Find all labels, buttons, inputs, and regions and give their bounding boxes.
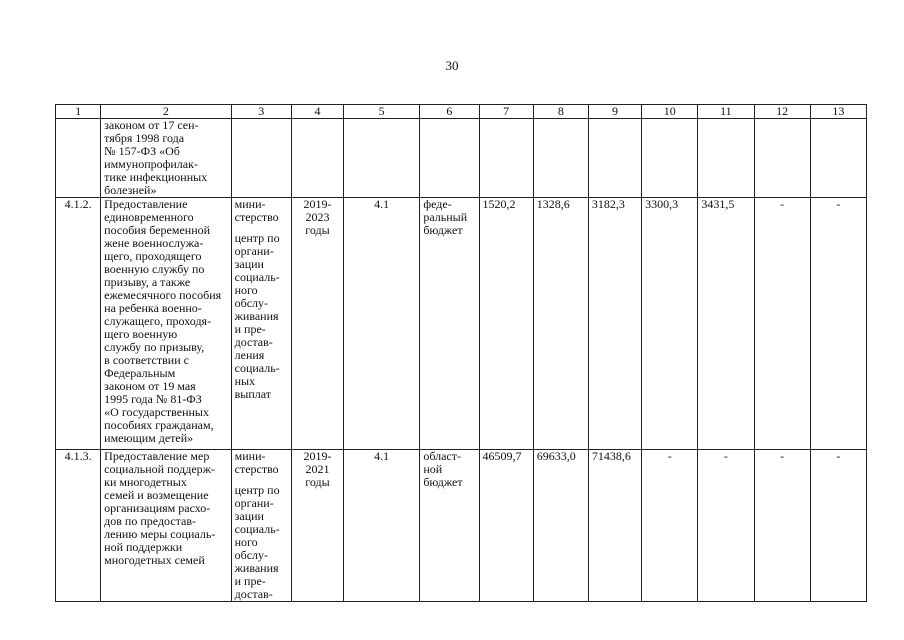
- executor-ministry: мини- стерство: [234, 197, 279, 224]
- funding-source: област- ной бюджет: [420, 450, 479, 602]
- executor-cell: [231, 198, 291, 450]
- table-row: [56, 450, 867, 602]
- value-col-10: -: [642, 450, 698, 602]
- executor-cell: [231, 450, 291, 602]
- table-cell: [642, 119, 698, 198]
- column-number: 10: [642, 105, 698, 119]
- value-col-12: -: [754, 198, 810, 450]
- table-cell: [533, 119, 588, 198]
- value-col-12: -: [754, 450, 810, 602]
- page-number: 30: [445, 58, 459, 73]
- value-col-8: 69633,0: [533, 450, 588, 602]
- table-cell: [231, 119, 291, 198]
- column-number: 7: [479, 105, 533, 119]
- funding-source: феде- ральный бюджет: [420, 198, 479, 450]
- column-number: 4: [291, 105, 343, 119]
- measure-description: Предоставление единовременного пособия беременной жене военнослужа- щего, проходящего военную службу по призыву, а также ежемесячного пособия на ребенка военно- служащего, проходя- щего военную службу по призыву, в соответствии с Федеральным законом от 19 мая 1995 года № 81-ФЗ «О государственных пособиях гражданам, имеющим детей»: [101, 198, 231, 450]
- executor-center: центр по органи- зации социаль- ного обслу- живания и пре- достав- ления социаль- ных выплат: [234, 231, 280, 401]
- column-number: 3: [231, 105, 291, 119]
- column-number: 13: [810, 105, 866, 119]
- measure-description: Предоставление мер социальной поддерж- ки многодетных семей и возмещение организациям расхо- дов по предостав- лению меры социаль- ной поддержки многодетных семей: [101, 450, 231, 602]
- indicator-number: 4.1: [344, 198, 420, 450]
- value-col-9: 71438,6: [588, 450, 641, 602]
- table-cell: [754, 119, 810, 198]
- table-cell: [420, 119, 479, 198]
- table-cell: [344, 119, 420, 198]
- measure-code: 4.1.2.: [56, 198, 101, 450]
- table-cell: [291, 119, 343, 198]
- column-number: 12: [754, 105, 810, 119]
- table-cell: [479, 119, 533, 198]
- implementation-years: 2019- 2023 годы: [291, 198, 343, 450]
- executor-ministry: мини- стерство: [234, 449, 279, 476]
- column-number: 11: [698, 105, 754, 119]
- column-number: 1: [56, 105, 101, 119]
- value-col-13: -: [810, 450, 866, 602]
- column-number: 6: [420, 105, 479, 119]
- value-col-7: 46509,7: [479, 450, 533, 602]
- table-row-continuation: [56, 119, 867, 198]
- table-cell: [56, 119, 101, 198]
- column-number: 2: [101, 105, 231, 119]
- value-col-13: -: [810, 198, 866, 450]
- column-number: 8: [533, 105, 588, 119]
- value-col-11: -: [698, 450, 754, 602]
- table-cell: [588, 119, 641, 198]
- value-col-8: 1328,6: [533, 198, 588, 450]
- value-col-11: 3431,5: [698, 198, 754, 450]
- table-cell: [810, 119, 866, 198]
- program-table: [55, 104, 867, 602]
- measure-code: 4.1.3.: [56, 450, 101, 602]
- measure-description: законом от 17 сен- тября 1998 года № 157-ФЗ «Об иммунопрофилак- тике инфекционных болезней»: [101, 119, 231, 198]
- column-number: 9: [588, 105, 641, 119]
- value-col-10: 3300,3: [642, 198, 698, 450]
- value-col-7: 1520,2: [479, 198, 533, 450]
- table-row: [56, 198, 867, 450]
- value-col-9: 3182,3: [588, 198, 641, 450]
- executor-center: центр по органи- зации социаль- ного обслу- живания и пре- достав-: [234, 483, 280, 601]
- indicator-number: 4.1: [344, 450, 420, 602]
- column-number-row: [56, 105, 867, 119]
- table-cell: [698, 119, 754, 198]
- column-number: 5: [344, 105, 420, 119]
- implementation-years: 2019- 2021 годы: [291, 450, 343, 602]
